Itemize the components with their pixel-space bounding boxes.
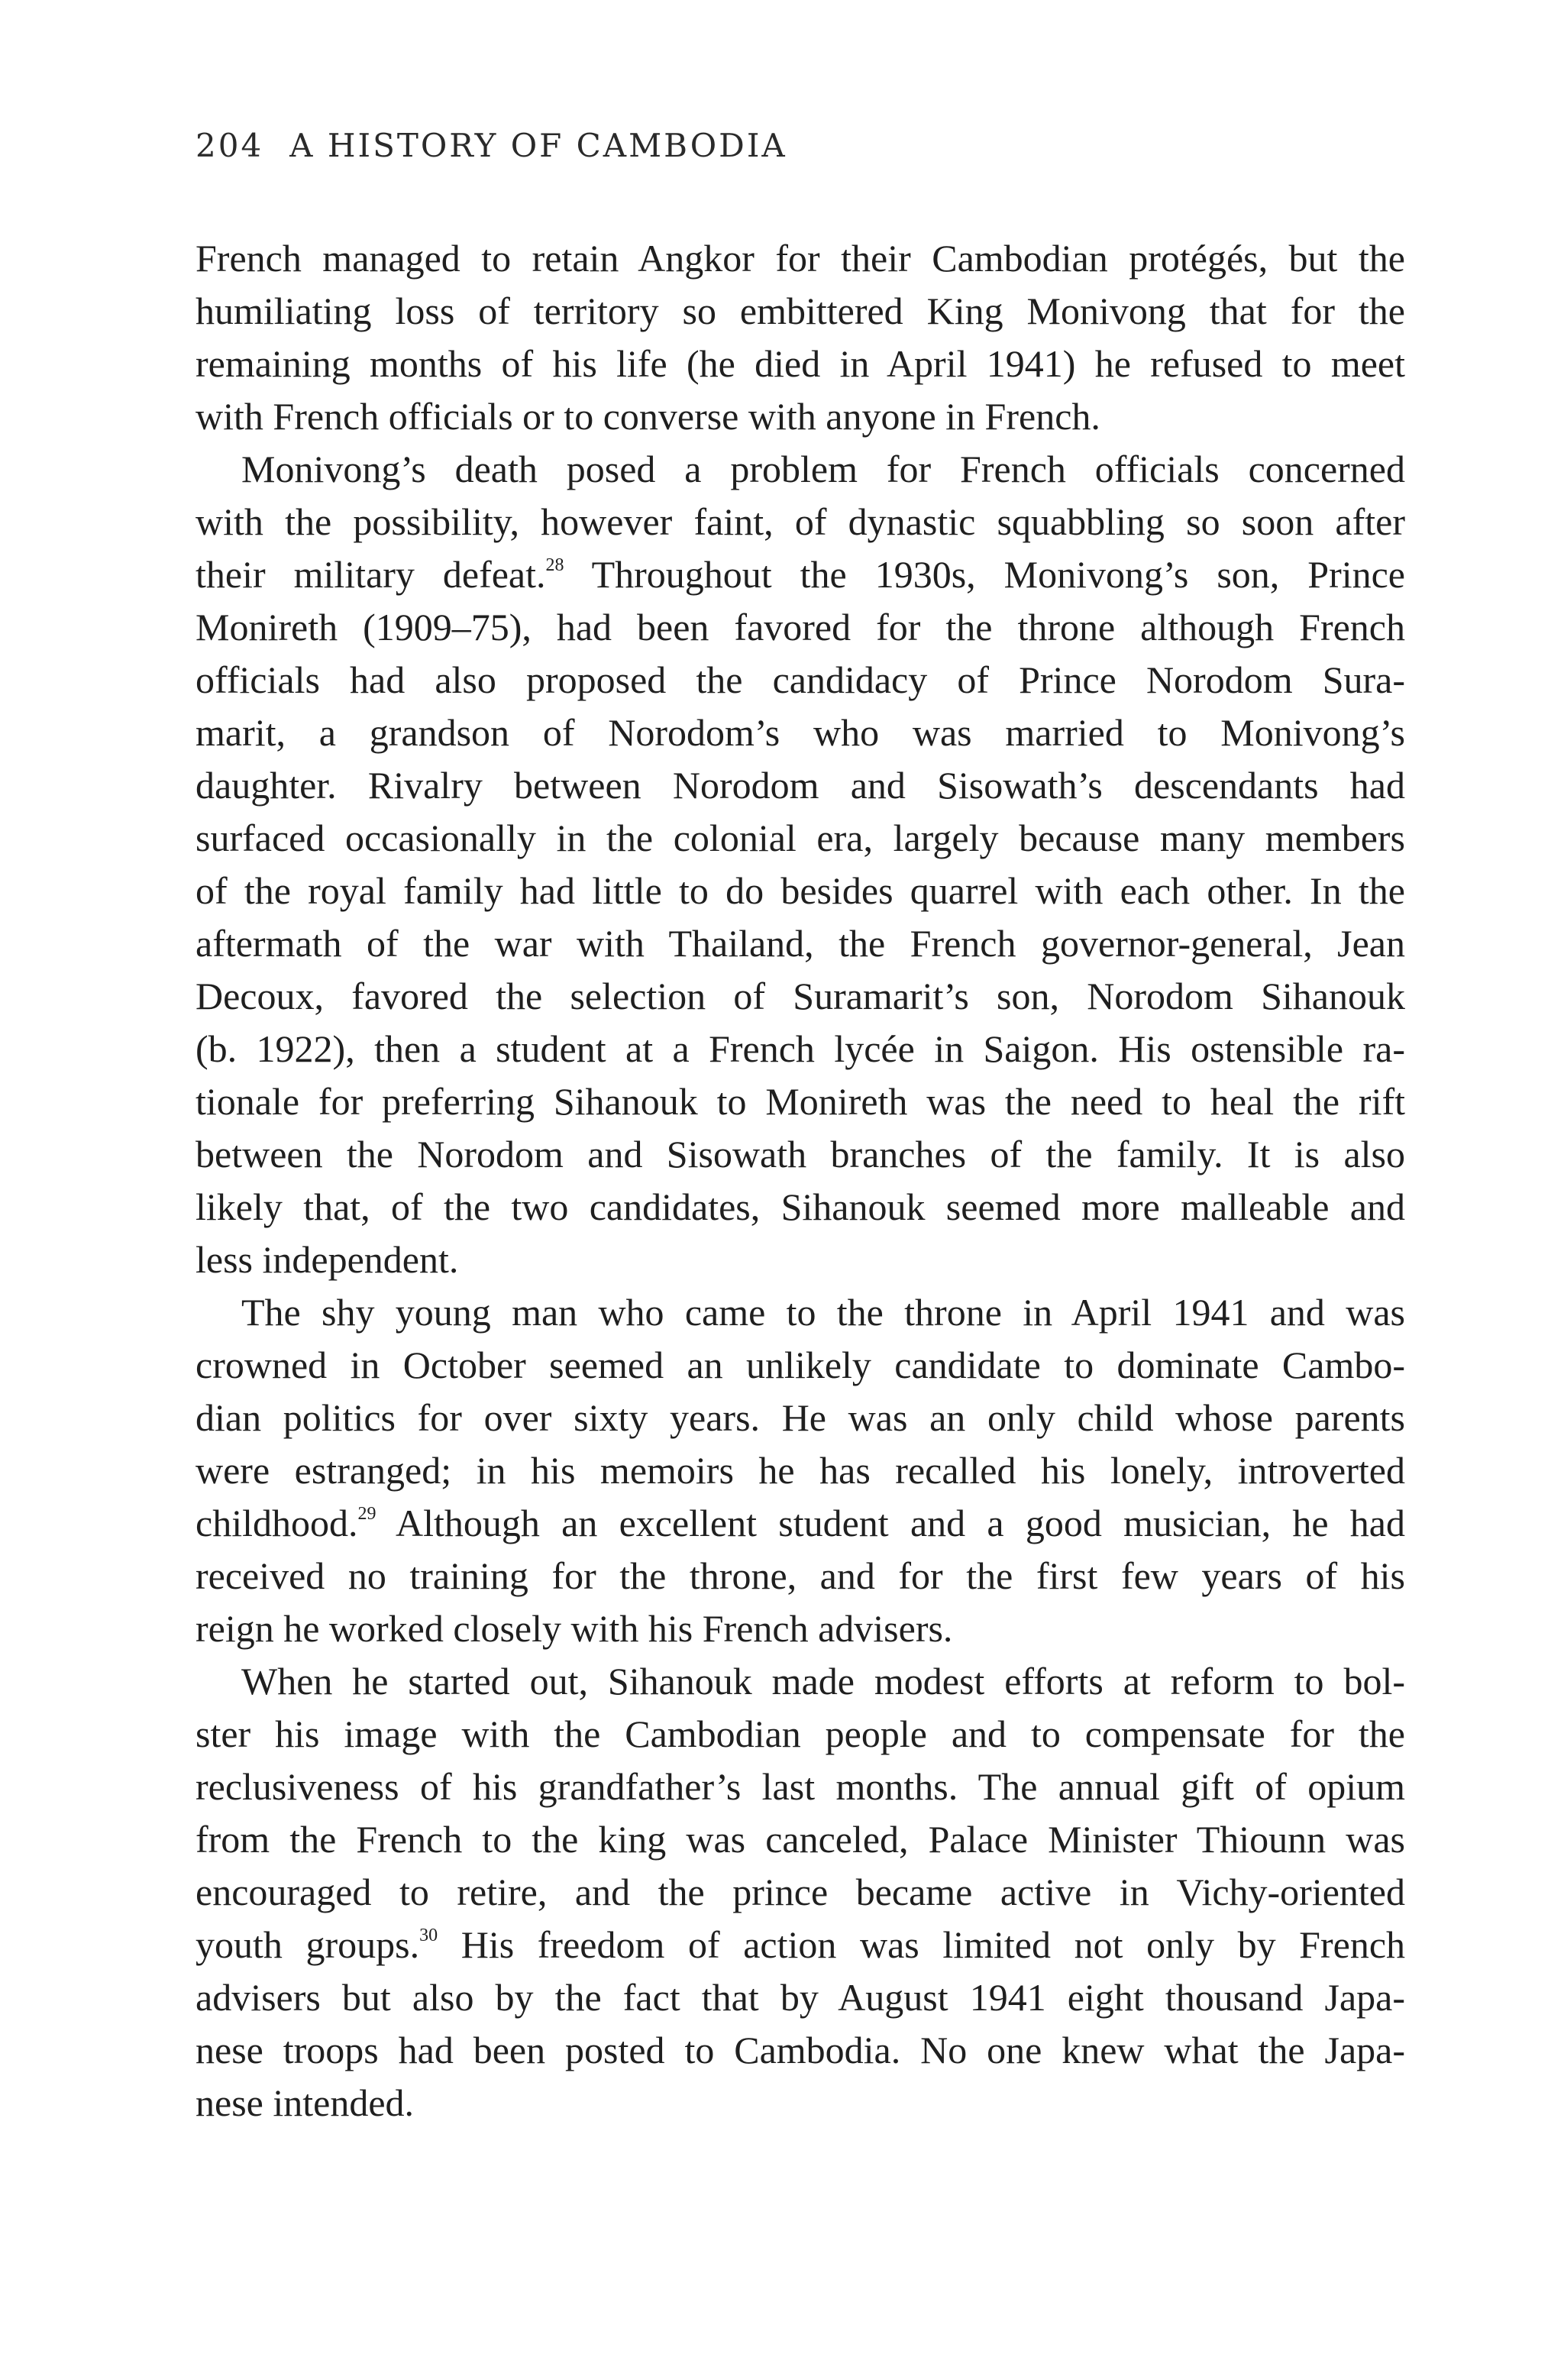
text-line: of the royal family had little to do besides quarrel with each other. In the bbox=[196, 869, 1405, 912]
text-line: were estranged; in his memoirs he has recalled his lonely, introverted bbox=[196, 1449, 1405, 1492]
text-line: French managed to retain Angkor for their Cambodian protégés, but the bbox=[196, 237, 1405, 280]
text-line: When he started out, Sihanouk made modest efforts at reform to bol- bbox=[241, 1660, 1405, 1703]
text-line: The shy young man who came to the throne in April 1941 and was bbox=[241, 1291, 1405, 1334]
text-line: marit, a grandson of Norodom’s who was married to Monivong’s bbox=[196, 711, 1405, 754]
text-line: nese troops had been posted to Cambodia. No one knew what the Japa- bbox=[196, 2029, 1405, 2071]
paragraph-1 bbox=[196, 232, 1405, 443]
text-line: (b. 1922), then a student at a French lycée in Saigon. His ostensible ra- bbox=[196, 1027, 1405, 1070]
text-line: tionale for preferring Sihanouk to Monireth was the need to heal the rift bbox=[196, 1080, 1405, 1123]
text-line bbox=[196, 548, 1405, 601]
text-line: surfaced occasionally in the colonial era, largely because many members bbox=[196, 817, 1405, 859]
footnote-ref-29[interactable]: 29 bbox=[357, 1504, 376, 1524]
text-fragment: childhood. bbox=[196, 1502, 358, 1544]
text-line: advisers but also by the fact that by August 1941 eight thousand Japa- bbox=[196, 1976, 1405, 2019]
text-line: less independent. bbox=[196, 1238, 459, 1281]
page-number: 204 bbox=[196, 127, 264, 164]
text-line: nese intended. bbox=[196, 2081, 415, 2124]
paragraph-3 bbox=[196, 1286, 1405, 1655]
text-line bbox=[196, 1919, 1405, 1971]
text-fragment: His freedom of action was limited not only by French bbox=[438, 1923, 1405, 1966]
text-fragment: youth groups. bbox=[196, 1923, 420, 1966]
text-line: dian politics for over sixty years. He was an only child whose parents bbox=[196, 1396, 1405, 1439]
text-line: reign he worked closely with his French advisers. bbox=[196, 1607, 953, 1650]
text-line: humiliating loss of territory so embittered King Monivong that for the bbox=[196, 289, 1405, 332]
text-line: Monivong’s death posed a problem for French officials concerned bbox=[241, 448, 1405, 490]
text-fragment: Throughout the 1930s, Monivong’s son, Prince bbox=[564, 553, 1405, 596]
text-line: Decoux, favored the selection of Suramarit’s son, Norodom Sihanouk bbox=[196, 975, 1405, 1017]
text-line: received no training for the throne, and for the first few years of his bbox=[196, 1554, 1405, 1597]
text-line: from the French to the king was canceled, Palace Minister Thiounn was bbox=[196, 1818, 1405, 1861]
text-line: daughter. Rivalry between Norodom and Sisowath’s descendants had bbox=[196, 764, 1405, 807]
paragraph-4 bbox=[196, 1655, 1405, 2129]
text-fragment: their military defeat. bbox=[196, 553, 546, 596]
text-line: crowned in October seemed an unlikely candidate to dominate Cambo- bbox=[196, 1344, 1405, 1386]
text-line: between the Norodom and Sisowath branches of the family. It is also bbox=[196, 1133, 1405, 1175]
text-line: reclusiveness of his grandfather’s last months. The annual gift of opium bbox=[196, 1765, 1405, 1808]
text-line: with French officials or to converse with anyone in French. bbox=[196, 395, 1100, 438]
text-line: officials had also proposed the candidacy of Prince Norodom Sura- bbox=[196, 658, 1405, 701]
text-line: encouraged to retire, and the prince became active in Vichy-oriented bbox=[196, 1871, 1405, 1913]
footnote-ref-28[interactable]: 28 bbox=[545, 555, 564, 575]
text-line: Monireth (1909–75), had been favored for the throne although French bbox=[196, 606, 1405, 648]
text-line bbox=[196, 1497, 1405, 1550]
running-head bbox=[196, 127, 787, 164]
text-line: aftermath of the war with Thailand, the French governor-general, Jean bbox=[196, 922, 1405, 965]
paragraph-2 bbox=[196, 443, 1405, 1286]
footnote-ref-30[interactable]: 30 bbox=[419, 1926, 438, 1945]
running-title: A HISTORY OF CAMBODIA bbox=[289, 127, 787, 164]
text-fragment: Although an excellent student and a good musician, he had bbox=[376, 1502, 1405, 1544]
text-line: remaining months of his life (he died in April 1941) he refused to meet bbox=[196, 342, 1405, 385]
body-text bbox=[196, 232, 1405, 2129]
text-line: with the possibility, however faint, of dynastic squabbling so soon after bbox=[196, 500, 1405, 543]
text-line: likely that, of the two candidates, Sihanouk seemed more malleable and bbox=[196, 1185, 1405, 1228]
text-line: ster his image with the Cambodian people and to compensate for the bbox=[196, 1712, 1405, 1755]
